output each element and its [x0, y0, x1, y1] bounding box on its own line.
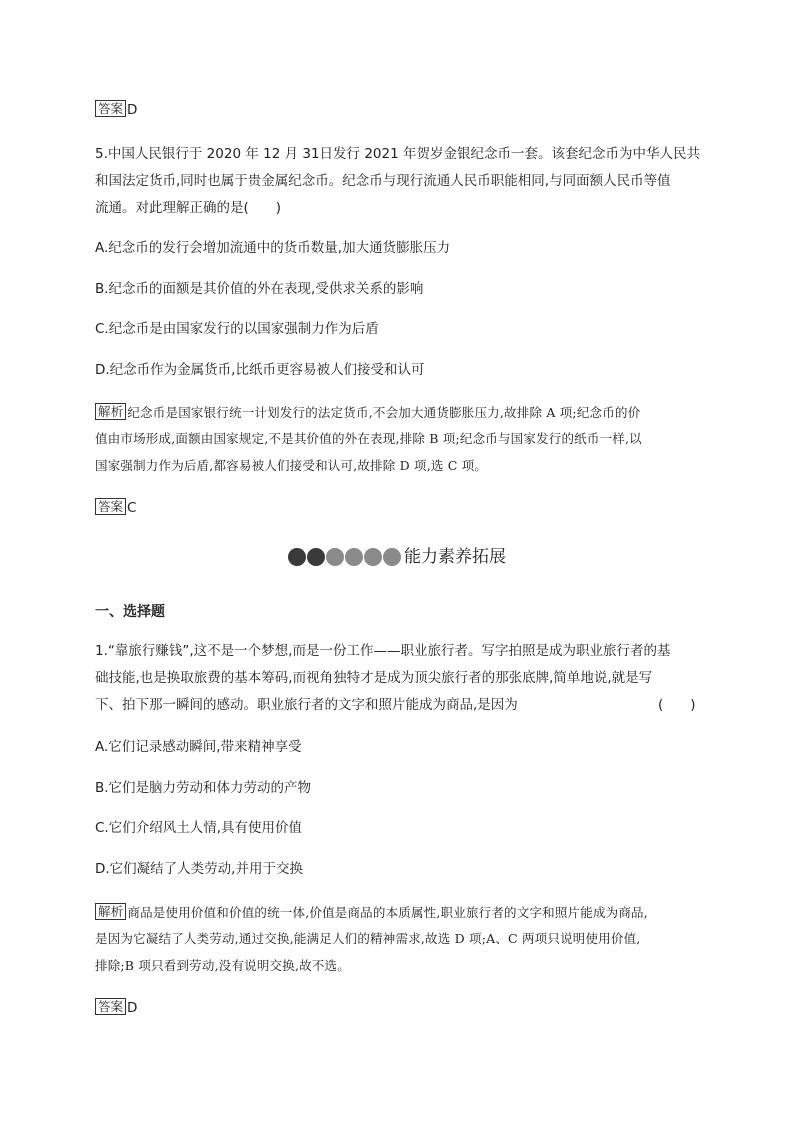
q1-analysis-line-1 — [95, 903, 648, 922]
dot-icon — [288, 548, 306, 566]
q5-option-c: C.纪念币是由国家发行的以国家强制力作为后盾 — [95, 321, 379, 337]
prev-answer-line — [95, 100, 137, 119]
q1-option-d: D.它们凝结了人类劳动,并用于交换 — [95, 861, 303, 877]
analysis-tag: 解析 — [95, 403, 126, 420]
q5-stem-line-1: 5.中国人民银行于 2020 年 12 月 31日发行 2021 年贺岁金银纪念币一套。该套纪念币为中华人民共 — [95, 146, 700, 162]
q1-answer-value: D — [127, 1000, 138, 1016]
q5-analysis-line-3: 国家强制力作为后盾,都容易被人们接受和认可,故排除 D 项,选 C 项。 — [95, 458, 488, 473]
section-title — [0, 543, 794, 575]
dot-icon — [364, 548, 382, 566]
answer-tag: 答案 — [95, 998, 126, 1015]
q5-stem-line-2: 和国法定货币,同时也属于贵金属纪念币。纪念币与现行流通人民币职能相同,与同面额人民币等值 — [95, 173, 671, 189]
q5-answer-value: C — [127, 500, 137, 516]
section-heading: 一、选择题 — [95, 604, 165, 620]
q1-stem-line-1: 1.“靠旅行赚钱”,这不是一个梦想,而是一份工作——职业旅行者。写字拍照是成为职业旅行者的基 — [95, 643, 671, 659]
q1-option-c: C.它们介绍风土人情,具有使用价值 — [95, 820, 303, 836]
q1-analysis-line-2: 是因为它凝结了人类劳动,通过交换,能满足人们的精神需求,故选 D 项;A、C 两项只说明使用价值, — [95, 931, 641, 946]
section-title-text: 能力素养拓展 — [404, 547, 506, 567]
q1-option-a: A.它们记录感动瞬间,带来精神享受 — [95, 739, 302, 755]
q5-option-a: A.纪念币的发行会增加流通中的货币数量,加大通货膨胀压力 — [95, 240, 451, 256]
answer-tag: 答案 — [95, 498, 126, 515]
dot-icon — [307, 548, 325, 566]
prev-answer-value: D — [127, 102, 138, 118]
q5-option-d: D.纪念币作为金属货币,比纸币更容易被人们接受和认可 — [95, 362, 425, 378]
q1-answer-bracket: ( ) — [658, 697, 696, 713]
q1-analysis-text-1: 商品是使用价值和价值的统一体,价值是商品的本质属性,职业旅行者的文字和照片能成为商品, — [127, 905, 648, 920]
q1-stem-line-3: 下、拍下那一瞬间的感动。职业旅行者的文字和照片能成为商品,是因为 — [95, 697, 518, 713]
q5-analysis-line-2: 值由市场形成,面额由国家规定,不是其价值的外在表现,排除 B 项;纪念币与国家发行的纸币一样,以 — [95, 431, 642, 446]
q5-stem-line-3: 流通。对此理解正确的是( ) — [95, 200, 282, 216]
q5-option-b: B.纪念币的面额是其价值的外在表现,受供求关系的影响 — [95, 281, 424, 297]
q5-analysis-line-1 — [95, 403, 640, 422]
dot-icon — [383, 548, 401, 566]
q1-analysis-line-3: 排除;B 项只看到劳动,没有说明交换,故不选。 — [95, 958, 350, 973]
analysis-tag: 解析 — [95, 903, 126, 920]
dot-icon — [345, 548, 363, 566]
section-dots-icon — [288, 547, 402, 575]
q5-answer-line — [95, 498, 136, 517]
q1-option-b: B.它们是脑力劳动和体力劳动的产物 — [95, 780, 312, 796]
q1-stem-line-2: 础技能,也是换取旅费的基本筹码,而视角独特才是成为顶尖旅行者的那张底牌,简单地说,就是写 — [95, 670, 653, 686]
dot-icon — [326, 548, 344, 566]
q5-analysis-text-1: 纪念币是国家银行统一计划发行的法定货币,不会加大通货膨胀压力,故排除 A 项;纪念币的价 — [127, 405, 641, 420]
q1-answer-line — [95, 998, 137, 1017]
answer-tag: 答案 — [95, 100, 126, 117]
